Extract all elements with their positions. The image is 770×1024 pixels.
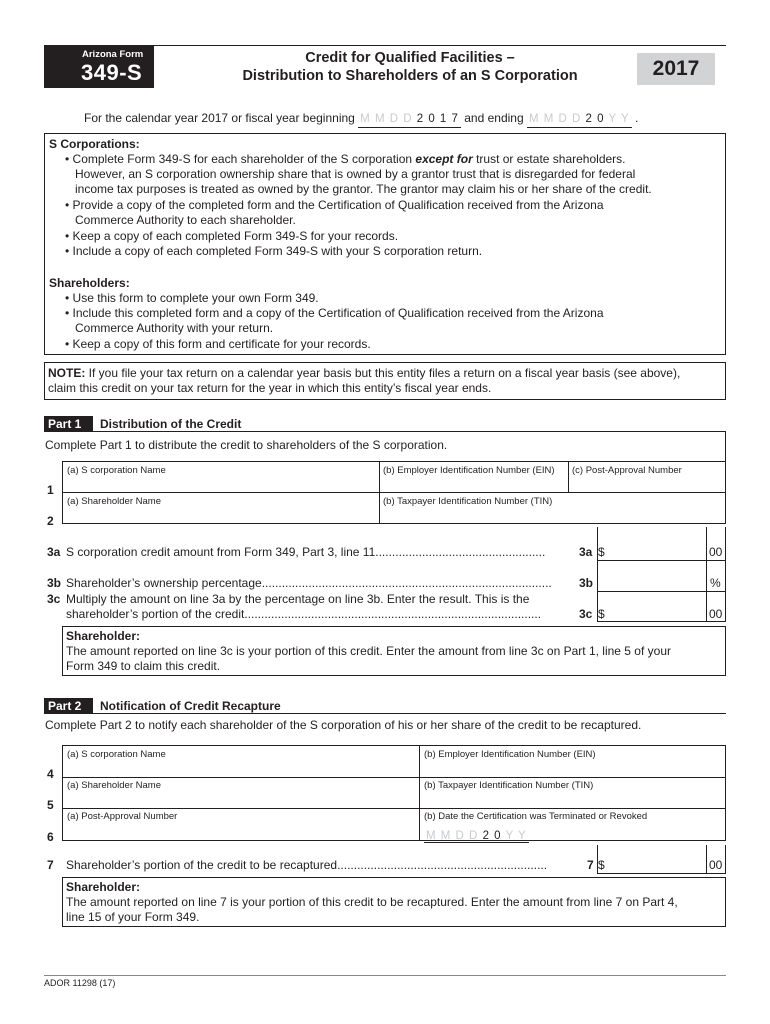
line5-bottom-rule [62, 808, 726, 809]
line7-amount-input[interactable] [608, 856, 705, 872]
line7-dollar: $ [598, 858, 605, 872]
line1-b-label[interactable]: (b) Employer Identification Number (EIN) [383, 465, 555, 476]
sh-b3: Keep a copy of this form and certificate for your records. [72, 337, 371, 351]
s-corp-b1-em: except for [415, 152, 473, 166]
line4-top-rule [62, 745, 726, 746]
line5-a-label[interactable]: (a) Shareholder Name [67, 780, 161, 791]
line3a-text [66, 545, 545, 560]
part2-tag: Part 2 [44, 698, 93, 714]
line7-ref: 7 [587, 858, 594, 872]
sh-b1: Use this form to complete your own Form 349. [72, 291, 319, 305]
part1-shareholder-line-2: Form 349 to claim this credit. [66, 659, 221, 673]
s-corp-b2-line1: Provide a copy of the completed form and the Certification of Qualification received from the Arizona [72, 198, 604, 212]
s-corp-bullet-1: • Complete Form 349-S for each shareholder of the S corporation except for trust or estate shareholders. [65, 152, 626, 166]
line1-a-label[interactable]: (a) S corporation Name [67, 465, 166, 476]
s-corp-b4: Include a copy of each completed Form 349-S with your S corporation return. [72, 244, 483, 258]
line6-date-placeholder: M M D D [426, 830, 479, 842]
part2-title: Notification of Credit Recapture [100, 699, 281, 713]
line7-cents: 00 [709, 858, 723, 872]
line3c-text-1: Multiply the amount on line 3a by the percentage on line 3b. Enter the result. This is the [66, 592, 530, 606]
line3c-cents: 00 [709, 607, 723, 621]
line1-c-label[interactable]: (c) Post-Approval Number [572, 465, 682, 476]
sh-bullet-3: • Keep a copy of this form and certificate for your records. [65, 337, 371, 351]
line7-number: 7 [47, 858, 54, 872]
line3b-leader: ....................................................................................... [261, 576, 552, 590]
form-number: 349-S [81, 60, 143, 85]
part1-shareholder-line-1: The amount reported on line 3c is your portion of this credit. Enter the amount from line 3c on Part 1, line 5 of your [66, 644, 671, 658]
footer-rule [44, 975, 726, 976]
line6-date-field[interactable] [424, 826, 529, 844]
line6-year-placeholder: Y Y [505, 830, 527, 842]
line3a-label: S corporation credit amount from Form 349, Part 3, line 11 [66, 545, 376, 559]
line6-b-label: (b) Date the Certification was Terminated or Revoked [424, 811, 648, 822]
period-end-field[interactable] [527, 112, 632, 128]
line3b-ref: 3b [579, 576, 594, 590]
line2-a-label[interactable]: (a) Shareholder Name [67, 496, 161, 507]
end-year-placeholder: Y Y [608, 113, 630, 125]
s-corp-heading: S Corporations: [49, 137, 140, 151]
s-corp-b1-pre: Complete Form 349-S for each shareholder of the S corporation [72, 152, 416, 166]
line4-left-rule [62, 745, 63, 841]
line7-amount-rule [597, 873, 726, 874]
year-box [637, 53, 715, 85]
s-corp-b1-line3: income tax purposes is treated as owned by the grantor. The grantor may claim his or her share of the credit. [75, 182, 652, 196]
line3b-label: Shareholder’s ownership percentage [66, 576, 262, 590]
part2-right-rule [725, 745, 726, 841]
line6-bottom-rule [62, 840, 726, 841]
line3c-dollar: $ [598, 607, 605, 621]
line3b-text [66, 576, 552, 591]
line3b-percent-input[interactable] [600, 574, 705, 590]
title-line-2: Distribution to Shareholders of an S Corporation [242, 68, 578, 84]
note-text-1: If you file your tax return on a calendar year basis but this entity files a return on a fiscal year basis (see above), [85, 366, 681, 380]
part1-shareholder-heading: Shareholder: [66, 629, 141, 643]
sh-bullet-2: • Include this completed form and a copy of the Certification of Qualification received from the Arizona [65, 306, 604, 320]
line3c-text-2 [66, 607, 541, 622]
title-line-1: Credit for Qualified Facilities – [305, 50, 515, 66]
part1-tag: Part 1 [44, 416, 93, 432]
line4-a-label[interactable]: (a) S corporation Name [67, 749, 166, 760]
part2-intro: Complete Part 2 to notify each shareholder of the S corporation of his or her share of the credit to be recaptured. [45, 718, 642, 732]
line3b-number: 3b [47, 576, 62, 590]
s-corp-bullet-4: • Include a copy of each completed Form 349-S with your S corporation return. [65, 244, 483, 258]
form-label: Arizona Form [82, 49, 144, 60]
amount-3b-rule [597, 591, 726, 592]
sh-bullet-1: • Use this form to complete your own Form 349. [65, 291, 319, 305]
sh-b2-line1: Include this completed form and a copy of the Certification of Qualification received from the Arizona [72, 306, 604, 320]
line3c-ref: 3c [579, 607, 593, 621]
end-year: 2 0 [585, 113, 605, 125]
line3c-number: 3c [47, 592, 61, 606]
amount-3a-rule [597, 560, 726, 561]
form-id-box [44, 46, 154, 88]
begin-date-placeholder: M M D D [360, 113, 413, 125]
shareholders-heading: Shareholders: [49, 276, 130, 290]
part2-header-rule [44, 713, 726, 714]
line3a-number: 3a [47, 545, 61, 559]
s-corp-b1-post: trust or estate shareholders. [472, 152, 626, 166]
line4-b-label[interactable]: (b) Employer Identification Number (EIN) [424, 749, 596, 760]
note-line-1 [48, 366, 680, 381]
line6-year: 2 0 [482, 830, 502, 842]
note-line-2: claim this credit on your tax return for the year in which this entity’s fiscal year ends. [48, 381, 492, 395]
line1-number: 1 [47, 483, 54, 497]
form-year: 2017 [652, 57, 700, 80]
part1-right-rule [725, 431, 726, 523]
line3c-leader: ........................................................................................ [247, 607, 542, 621]
line2-number: 2 [47, 514, 54, 528]
line7-text [66, 858, 547, 873]
period-line [84, 111, 638, 128]
line1-div-c [568, 461, 569, 492]
line3a-amount-input[interactable] [608, 543, 705, 559]
line6-a-label[interactable]: (a) Post-Approval Number [67, 811, 178, 822]
line7-col-right [725, 845, 726, 874]
line3c-amount-input[interactable] [608, 605, 705, 621]
line3a-dollar: $ [598, 545, 605, 559]
part1-intro: Complete Part 1 to distribute the credit to shareholders of the S corporation. [45, 438, 448, 452]
part2-shareholder-line-1: The amount reported on line 7 is your portion of this credit to be recaptured. Enter the amount from line 7 on Part 4, [66, 895, 678, 909]
line7-label: Shareholder’s portion of the credit to be recaptured [66, 858, 338, 872]
line4-div-b [419, 745, 420, 841]
part1-header-rule [44, 431, 726, 432]
form-title [225, 49, 595, 85]
end-date-placeholder: M M D D [528, 113, 582, 125]
line3a-ref: 3a [579, 545, 593, 559]
line3b-percent: % [710, 576, 721, 590]
line4-number: 4 [47, 767, 54, 781]
s-corp-b1-line2: However, an S corporation ownership share that is owned by a grantor trust that is disregarded for federal [75, 167, 636, 181]
line6-number: 6 [47, 830, 54, 844]
s-corp-b2-line2: Commerce Authority to each shareholder. [75, 213, 296, 227]
sh-b2-line2: Commerce Authority with your return. [75, 321, 274, 335]
line2-bottom-rule [62, 523, 726, 524]
begin-year: 2 0 1 7 [416, 113, 459, 125]
line3c-label: shareholder’s portion of the credit. [66, 607, 248, 621]
part2-shareholder-line-2: line 15 of your Form 349. [66, 910, 200, 924]
note-label: NOTE: [48, 366, 86, 380]
part2-shareholder-heading: Shareholder: [66, 880, 141, 894]
line1-bottom-rule [62, 492, 726, 493]
period-suffix: . [635, 111, 639, 125]
line7-leader: ............................................................... [337, 858, 548, 872]
s-corp-bullet-2: • Provide a copy of the completed form and the Certification of Qualification received from the Arizona [65, 198, 604, 212]
line4-bottom-rule [62, 777, 726, 778]
period-prefix: For the calendar year 2017 or fiscal year beginning [84, 111, 355, 125]
line7-col-cents [706, 845, 707, 874]
line3a-cents: 00 [709, 545, 723, 559]
part1-title: Distribution of the Credit [100, 417, 242, 431]
line2-b-label[interactable]: (b) Taxpayer Identification Number (TIN) [383, 496, 553, 507]
period-middle: and ending [464, 111, 524, 125]
s-corp-b3: Keep a copy of each completed Form 349-S for your records. [72, 229, 399, 243]
line1-top-rule [62, 461, 726, 462]
s-corp-bullet-3: • Keep a copy of each completed Form 349-S for your records. [65, 229, 399, 243]
line5-number: 5 [47, 798, 54, 812]
amount-col-cents [706, 527, 707, 622]
period-begin-field[interactable] [358, 112, 461, 128]
footer-code: ADOR 11298 (17) [44, 978, 116, 988]
line3a-leader: ................................................... [375, 545, 546, 559]
amount-3c-rule [597, 621, 726, 622]
line5-b-label[interactable]: (b) Taxpayer Identification Number (TIN) [424, 780, 594, 791]
amount-col-right [725, 527, 726, 622]
